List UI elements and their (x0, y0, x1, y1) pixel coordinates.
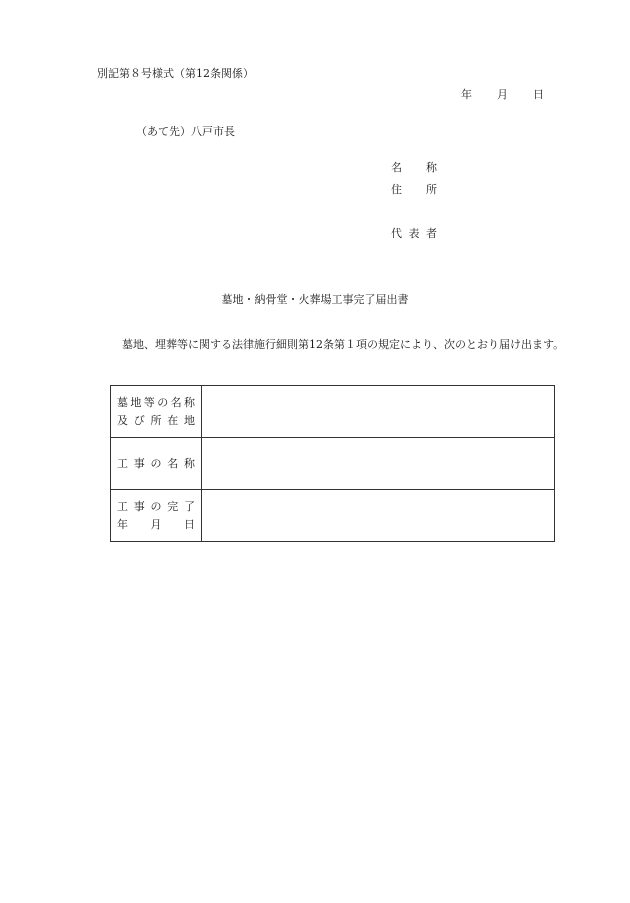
date-day-label: 日 (533, 88, 544, 101)
construction-name-label (111, 438, 202, 490)
date-month-label: 月 (497, 88, 508, 101)
label-line: 工事の名称 (117, 456, 195, 470)
document-title: 墓地・納骨堂・火葬場工事完了届出書 (221, 293, 409, 306)
cemetery-name-location-value[interactable] (202, 386, 555, 438)
applicant-representative-label: 代表者 (391, 227, 437, 240)
applicant-name-label: 名称 (391, 161, 437, 174)
applicant-address-label: 住所 (391, 183, 437, 196)
body-text: 墓地、埋葬等に関する法律施行細則第12条第１項の規定により、次のとおり届け出ます。 (122, 338, 565, 351)
table-row (111, 438, 555, 490)
completion-date-label (111, 490, 202, 542)
addressee: （あて先）八戸市長 (136, 125, 235, 138)
label-line: 墓地等の名称 (117, 395, 195, 409)
completion-date-value[interactable] (202, 490, 555, 542)
date-year-label: 年 (461, 88, 472, 101)
label-line: 工事の完了 (117, 499, 195, 513)
table-row (111, 386, 555, 438)
form-number: 別記第８号様式（第12条関係） (97, 67, 254, 80)
label-line: 年月日 (117, 517, 195, 531)
info-table (110, 385, 555, 542)
label-line: 及び所在地 (117, 413, 195, 427)
construction-name-value[interactable] (202, 438, 555, 490)
table-row (111, 490, 555, 542)
cemetery-name-location-label (111, 386, 202, 438)
